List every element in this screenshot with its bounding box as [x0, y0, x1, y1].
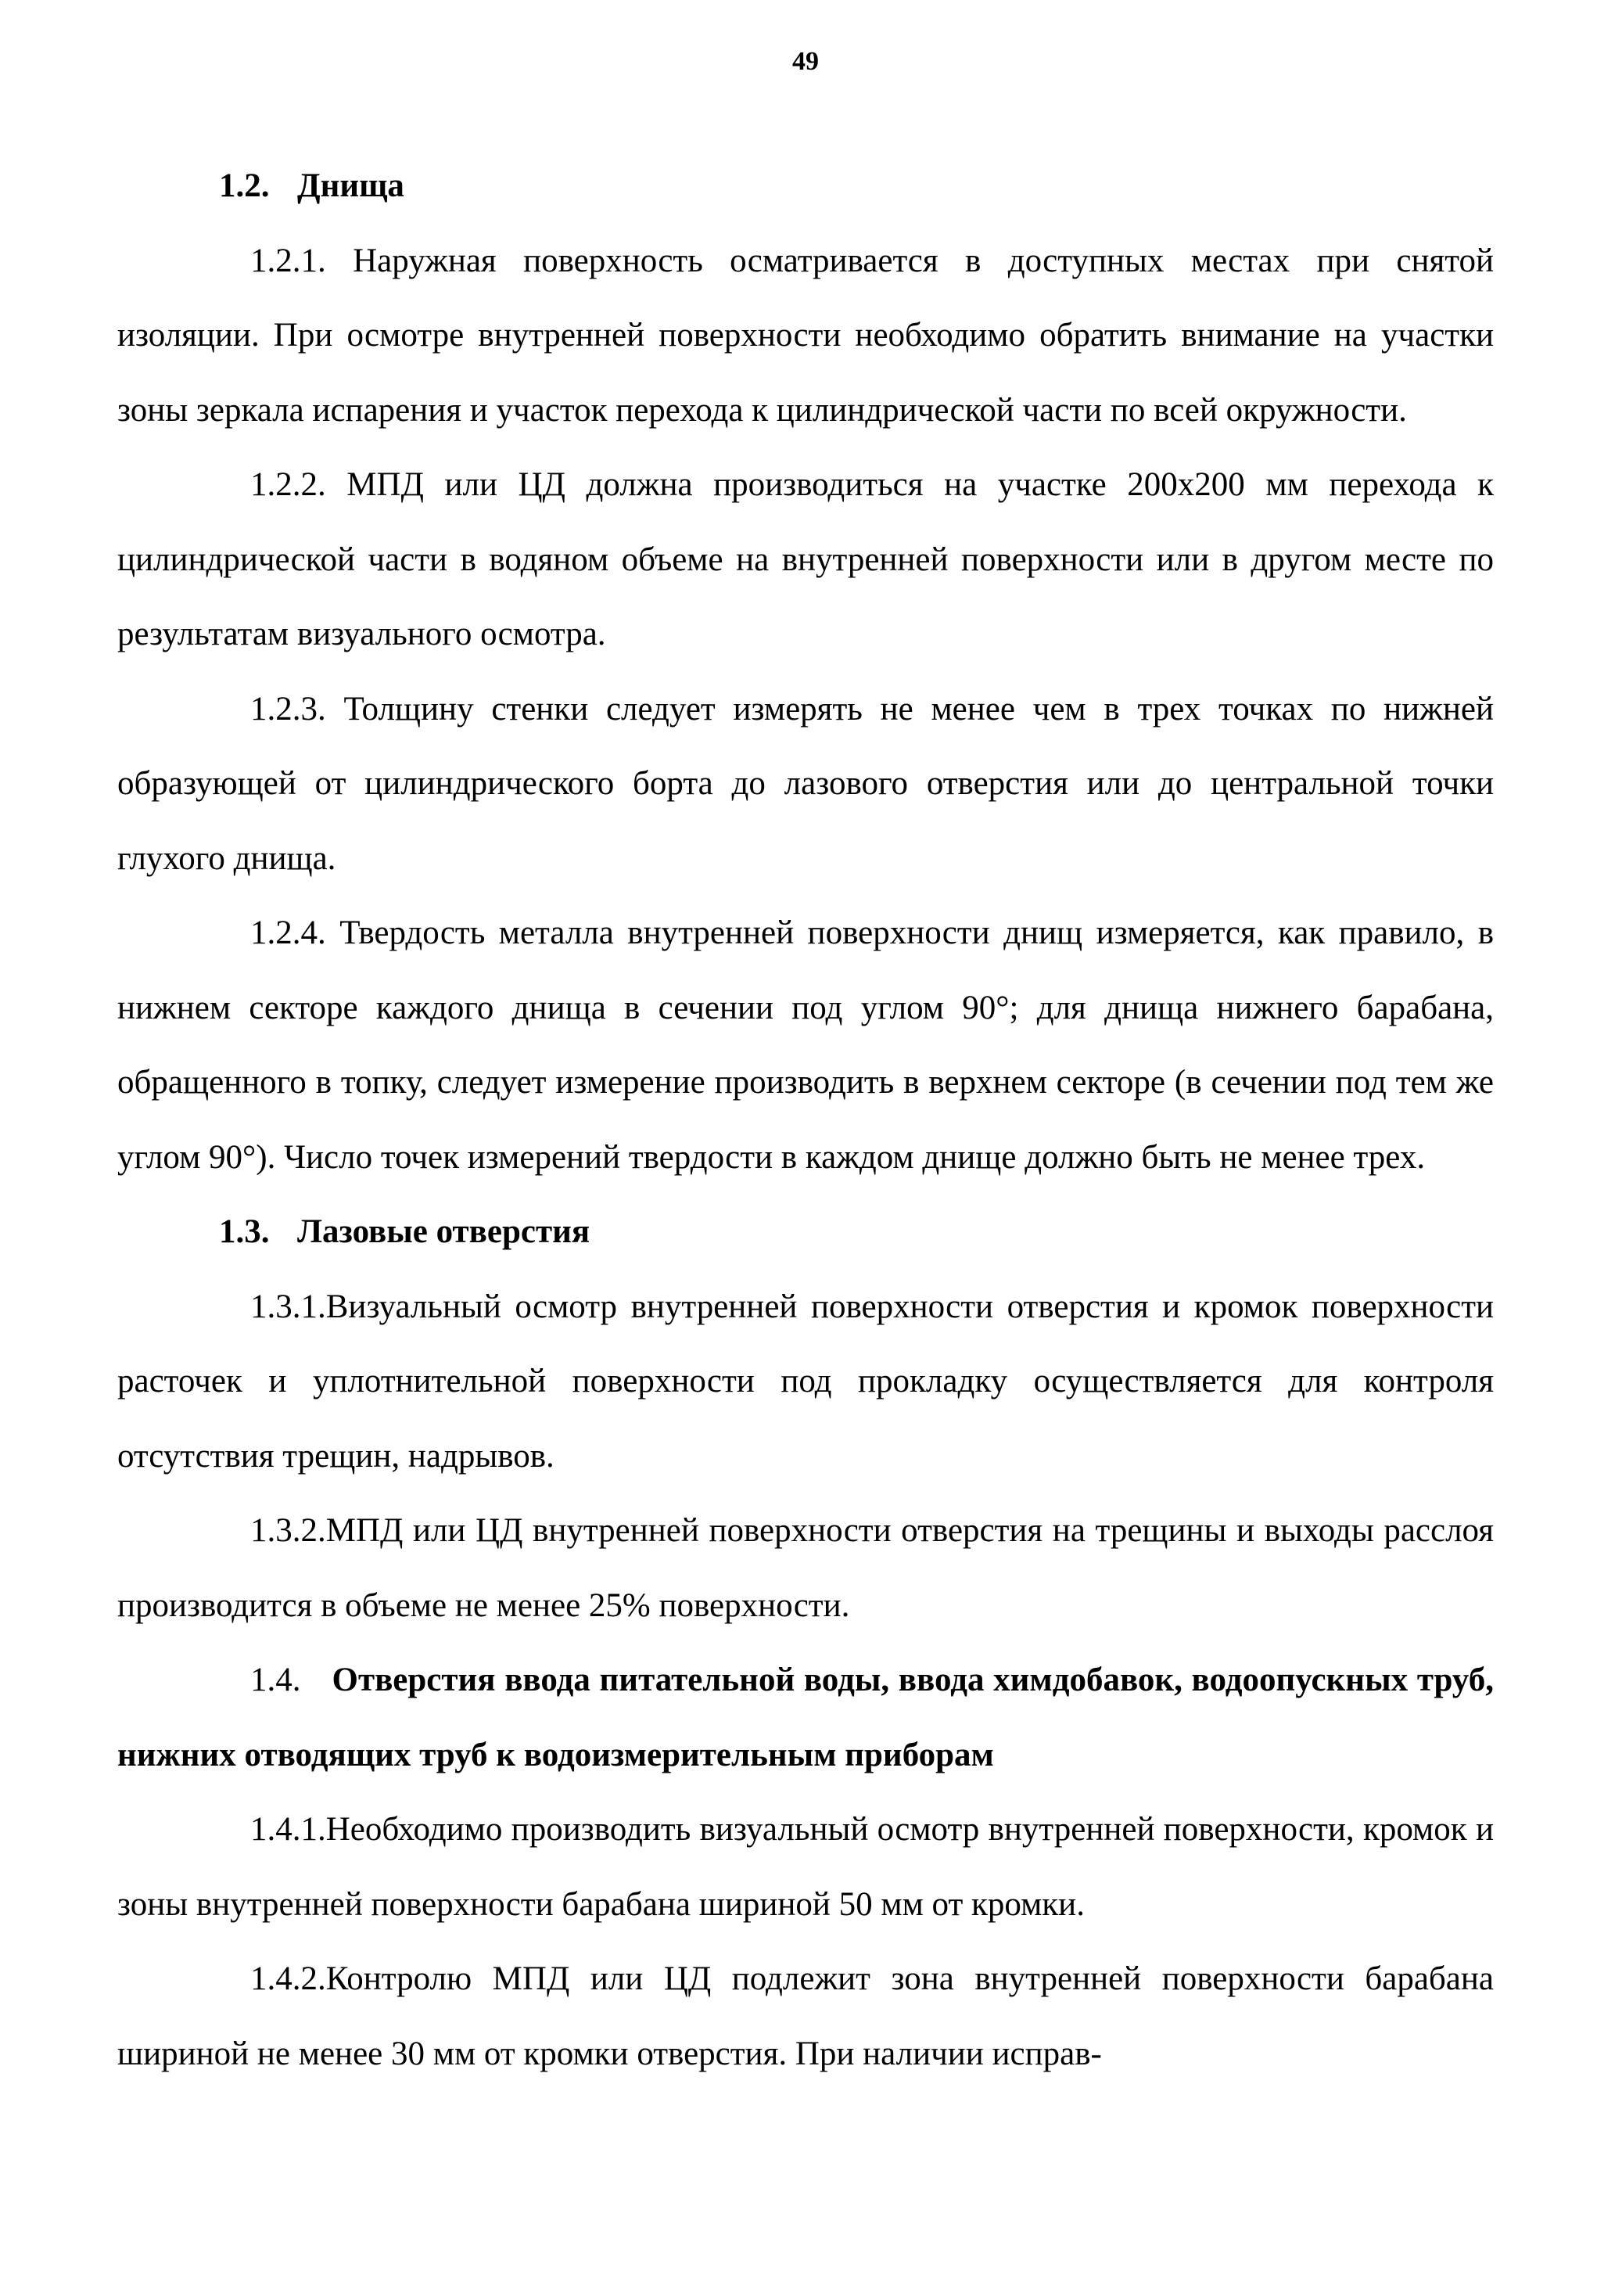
section-heading — [117, 1195, 1494, 1270]
section-heading — [117, 1643, 1494, 1792]
paragraph: 1.4.1.Необходимо производить визуальный осмотр внутренней поверхности, кромок и зоны внутренней поверхности барабана шириной 50 мм от кромки. — [117, 1811, 1494, 1923]
paragraph: 1.2.1. Наружная поверхность осматривается в доступных местах при снятой изоляции. При осмотре внутренней поверхности необходимо обратить внимание на участки зоны зеркала испарения и участок перехода к цилиндрической части по всей окружности. — [117, 242, 1494, 429]
section-title: Отверстия ввода питательной воды, ввода химдобавок, водоопускных труб, нижних отводящих труб к водоизмерительным приборам — [117, 1662, 1494, 1773]
page-body — [117, 149, 1494, 2091]
paragraph: 1.2.4. Твердость металла внутренней поверхности днищ измеряется, как правило, в нижнем секторе каждого днища в сечении под углом 90°; для днища нижнего барабана, обращенного в топку, следует измерение производить в верхнем секторе (в сечении под тем же углом 90°). Число точек измерений твердости в каждом днище должно быть не менее трех. — [117, 914, 1494, 1176]
paragraph: 1.3.2.МПД или ЦД внутренней поверхности отверстия на трещины и выходы расслоя производится в объеме не менее 25% поверхности. — [117, 1512, 1494, 1624]
paragraph: 1.2.3. Толщину стенки следует измерять не менее чем в трех точках по нижней образующей от цилиндрического борта до лазового отверстия или до центральной точки глухого днища. — [117, 690, 1494, 877]
paragraph: 1.4.2.Контролю МПД или ЦД подлежит зона внутренней поверхности барабана шириной не менее 30 мм от кромки отверстия. При наличии исправ- — [117, 1960, 1494, 2072]
paragraph: 1.3.1.Визуальный осмотр внутренней поверхности отверстия и кромок поверхности расточек и уплотнительной поверхности под прокладку осуществляется для контроля отсутствия трещин, надрывов. — [117, 1288, 1494, 1475]
section-number: 1.3. — [219, 1213, 270, 1250]
section-title: Днища — [297, 167, 404, 204]
section-heading — [117, 149, 1494, 224]
section-title: Лазовые отверстия — [297, 1213, 590, 1250]
section-number: 1.2. — [219, 167, 270, 204]
paragraph: 1.2.2. МПД или ЦД должна производиться на участке 200х200 мм перехода к цилиндрической части в водяном объеме на внутренней поверхности или в другом месте по результатам визуального осмотра. — [117, 466, 1494, 652]
page-number: 49 — [792, 47, 819, 76]
section-number: 1.4. — [250, 1662, 301, 1698]
